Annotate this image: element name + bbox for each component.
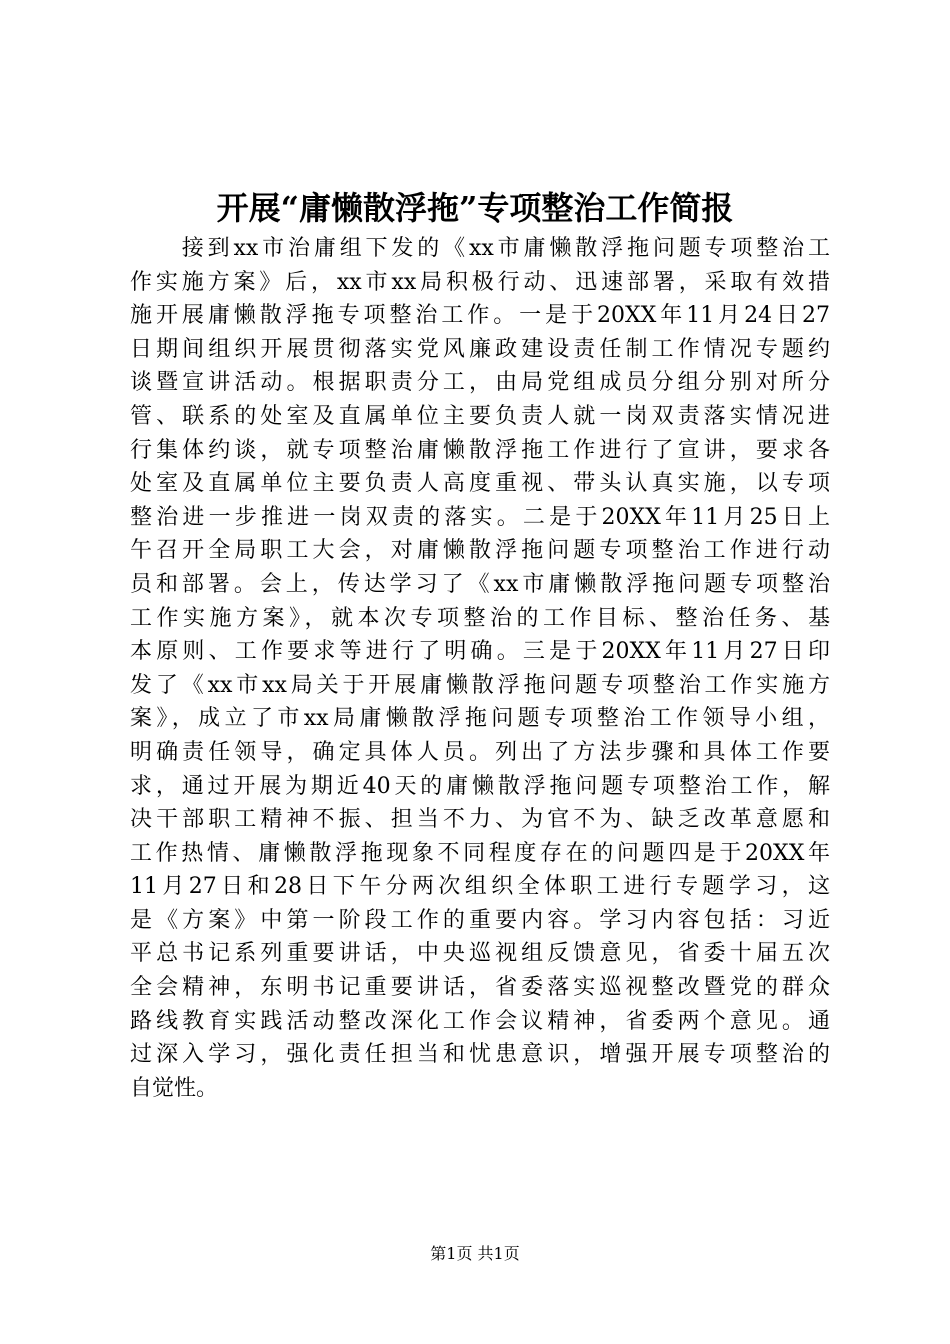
body-line: 决干部职工精神不振、担当不力、为官不为、缺乏改革意愿和 [130, 807, 830, 833]
body-line: 本原则、工作要求等进行了明确。三是于20XX年11月27日印 [130, 639, 830, 665]
body-line: 谈暨宣讲活动。根据职责分工，由局党组成员分组分别对所分 [130, 370, 830, 396]
body-line: 管、联系的处室及直属单位主要负责人就一岗双责落实情况进 [130, 403, 830, 429]
body-line: 作实施方案》后，xx市xx局积极行动、迅速部署，采取有效措 [130, 269, 830, 295]
body-line: 处室及直属单位主要负责人高度重视、带头认真实施，以专项 [130, 471, 830, 497]
body-line: 发了《xx市xx局关于开展庸懒散浮拖问题专项整治工作实施方 [130, 672, 830, 698]
body-line: 整治进一步推进一岗双责的落实。二是于20XX年11月25日上 [130, 504, 830, 530]
page-footer: 第1页 共1页 [430, 1244, 520, 1263]
body-line: 日期间组织开展贯彻落实党风廉政建设责任制工作情况专题约 [130, 336, 830, 362]
body-line: 全会精神，东明书记重要讲话，省委落实巡视整改暨党的群众 [130, 975, 830, 1001]
body-line: 工作热情、庸懒散浮拖现象不同程度存在的问题四是于20XX年 [130, 840, 830, 866]
body-line: 自觉性。 [130, 1075, 219, 1101]
body-line: 接到xx市治庸组下发的《xx市庸懒散浮拖问题专项整治工 [130, 236, 830, 261]
body-line: 行集体约谈，就专项整治庸懒散浮拖工作进行了宣讲，要求各 [130, 437, 830, 463]
document-title: 开展“庸懒散浮拖”专项整治工作简报 [216, 189, 734, 227]
body-line: 午召开全局职工大会，对庸懒散浮拖问题专项整治工作进行动 [130, 538, 830, 564]
body-line: 案》，成立了市xx局庸懒散浮拖问题专项整治工作领导小组， [130, 706, 830, 732]
body-line: 平总书记系列重要讲话，中央巡视组反馈意见，省委十届五次 [130, 941, 830, 967]
document-body [130, 232, 830, 1105]
body-line: 过深入学习，强化责任担当和忧患意识，增强开展专项整治的 [130, 1042, 830, 1068]
body-line: 求，通过开展为期近40天的庸懒散浮拖问题专项整治工作，解 [130, 773, 830, 799]
body-line: 路线教育实践活动整改深化工作会议精神，省委两个意见。通 [130, 1008, 830, 1034]
body-line: 员和部署。会上，传达学习了《xx市庸懒散浮拖问题专项整治 [130, 571, 830, 597]
body-line: 明确责任领导，确定具体人员。列出了方法步骤和具体工作要 [130, 739, 830, 765]
body-line: 工作实施方案》，就本次专项整治的工作目标、整治任务、基 [130, 605, 830, 631]
body-line: 11月27日和28日下午分两次组织全体职工进行专题学习，这 [130, 874, 830, 900]
body-line: 施开展庸懒散浮拖专项整治工作。一是于20XX年11月24日27 [130, 303, 830, 329]
body-line: 是《方案》中第一阶段工作的重要内容。学习内容包括：习近 [130, 907, 830, 933]
